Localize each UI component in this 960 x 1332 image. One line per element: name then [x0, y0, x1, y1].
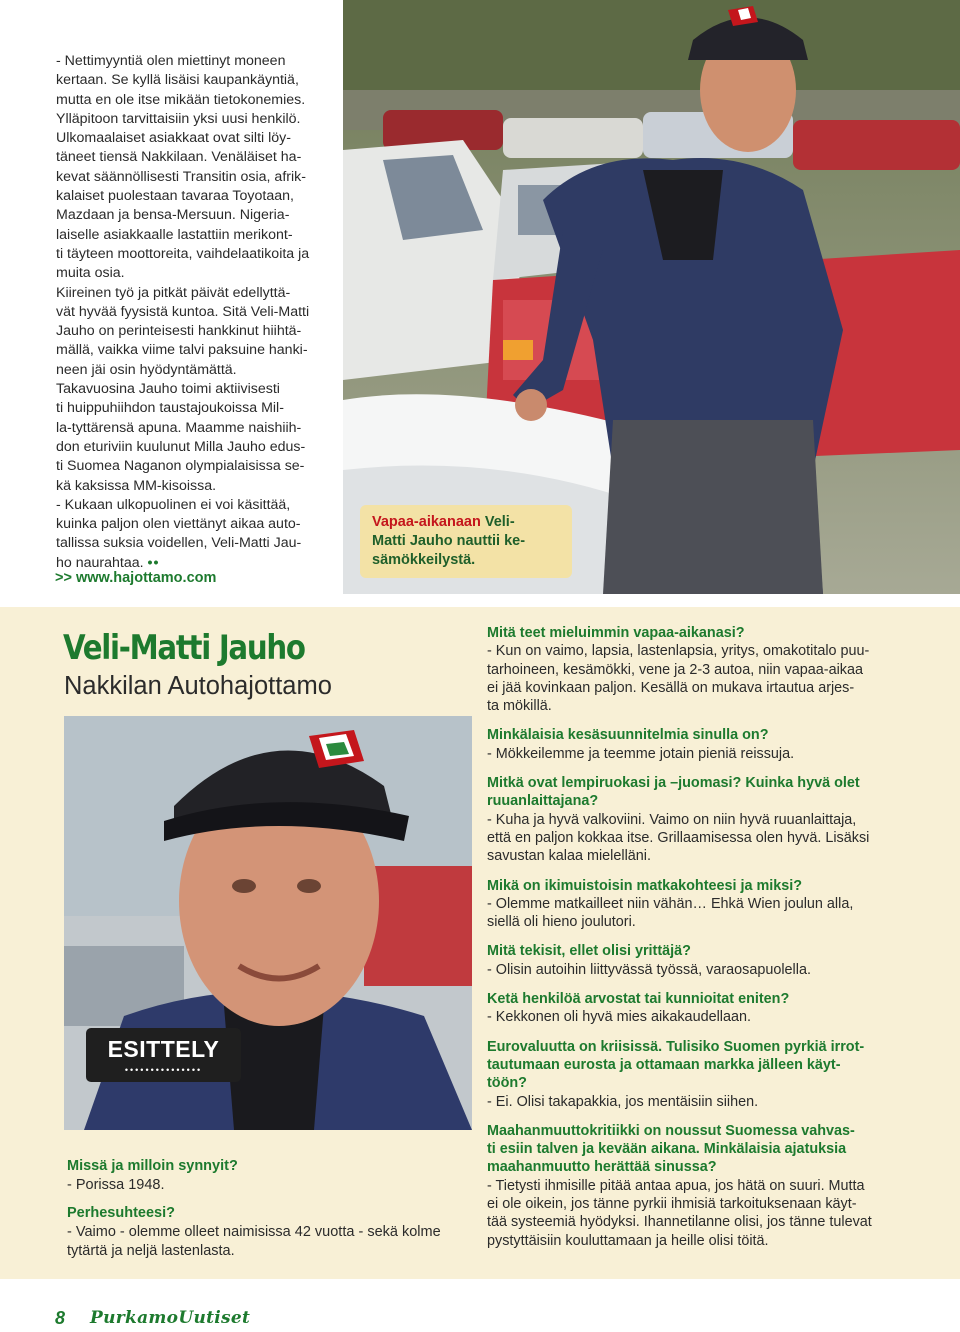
qa-question: ti esiin talven ja kevään aikana. Minkälaisia ajatuksia	[487, 1141, 847, 1158]
article-line-text: la-tyttärensä apuna. Maamme naishiih-	[56, 419, 302, 436]
article-line	[56, 496, 331, 515]
qa-item	[487, 942, 892, 979]
qa-answer: - Kun on vaimo, lapsia, lastenlapsia, yritys, omakotitalo puu-	[487, 643, 870, 660]
badge-dots: •••••••••••••••	[124, 1065, 203, 1075]
article-line	[56, 477, 331, 496]
qa-answer: ei jää kovinkaan paljon. Kesällä on mukava irtautua arjes-	[487, 679, 855, 696]
article-body	[56, 52, 331, 573]
qa-answer: - Porissa 1948.	[67, 1177, 165, 1193]
qa-question: Mitä tekisit, ellet olisi yrittäjä?	[487, 943, 691, 960]
article-line-text: ho naurahtaa.	[56, 554, 144, 571]
esittely-badge	[86, 1028, 241, 1082]
article-end-mark: ••	[147, 554, 160, 571]
qa-question: Minkälaisia kesäsuunnitelmia sinulla on?	[487, 727, 769, 744]
qa-item	[67, 1157, 477, 1195]
badge-label: ESITTELY	[107, 1036, 220, 1062]
caption-lead: Vapaa-aikanaan	[372, 514, 481, 530]
qa-question: Missä ja milloin synnyit?	[67, 1158, 238, 1174]
website-link[interactable]	[55, 570, 216, 586]
qa-answer: - Tietysti ihmisille pitää antaa apua, jos hätä on suuri. Mutta	[487, 1177, 865, 1194]
article-line	[56, 129, 331, 148]
article-line-text: Takavuosina Jauho toimi aktiivisesti	[56, 381, 280, 398]
photo-caption	[360, 505, 572, 578]
qa-answer: - Olemme matkailleet niin vähän… Ehkä Wien joulun alla,	[487, 895, 854, 912]
article-line-text: neen jäi osin hyödyntämättä.	[56, 361, 237, 378]
article-line	[56, 187, 331, 206]
article-line-text: kä kaksissa MM-kisoissa.	[56, 477, 217, 494]
qa-question: Ketä henkilöä arvostat tai kunnioitat eniten?	[487, 991, 790, 1008]
qa-answer: että en paljon kokkaa itse. Grillaamisessa olen hyvä. Lisäksi	[487, 829, 870, 846]
article-line	[56, 206, 331, 225]
article-line-text: - Kukaan ulkopuolinen ei voi käsittää,	[56, 496, 291, 513]
qa-answer: - Kuha ja hyvä valkoviini. Vaimo on niin hyvä ruuanlaittaja,	[487, 811, 857, 828]
article-line	[56, 380, 331, 399]
profile-company: Nakkilan Autohajottamo	[64, 672, 332, 700]
article-line-text: don eturiviin kuulunut Milla Jauho edus-	[56, 438, 306, 455]
article-line-text: mällä, vaikka viime talvi paksuine hanki-	[56, 342, 308, 359]
article-line	[56, 457, 331, 476]
qa-question: Mitä teet mieluimmin vapaa-aikanasi?	[487, 625, 745, 641]
qa-item	[487, 726, 892, 763]
article-line-text: kevat säännöllisesti Transitin osia, afrik-	[56, 168, 306, 185]
article-line-text: laiselle asiakkaalle lastattiin merikont-	[56, 226, 293, 243]
qa-answer: savustan kalaa mielelläni.	[487, 848, 651, 865]
page-number: 8	[55, 1308, 66, 1328]
article-line	[56, 245, 331, 264]
qa-answer: - Vaimo - olemme olleet naimisissa 42 vuotta - sekä kolme	[67, 1224, 441, 1240]
article-line-text: Ylläpitoon tarvittaisiin yksi uusi henkilö.	[56, 110, 301, 127]
article-line	[56, 419, 331, 438]
article-line-text: kertaan. Se kyllä lisäisi kaupankäyntiä,	[56, 72, 299, 89]
qa-item	[487, 624, 892, 715]
article-line	[56, 148, 331, 167]
article-line-text: kuinka paljon olen viettänyt aikaa auto-	[56, 516, 301, 533]
qa-answer: pystyttäisiin kouluttamaan ja heille olisi töitä.	[487, 1232, 769, 1249]
article-line-text: - Nettimyyntiä olen miettinyt moneen	[56, 53, 286, 69]
article-line	[56, 226, 331, 245]
qa-item	[487, 1038, 892, 1111]
qa-answer: ta mökillä.	[487, 698, 552, 715]
article-line-text: vät hyvää fyysistä kuntoa. Sitä Veli-Matti	[56, 303, 310, 320]
article-line-text: Ulkomaalaiset asiakkaat ovat silti löy-	[56, 130, 291, 147]
article-line-text: ti täyteen moottoreita, vaihdelaatikoita ja	[56, 245, 310, 262]
qa-answer: - Kekkonen oli hyvä mies aikakaudellaan.	[487, 1009, 751, 1026]
qa-item	[487, 774, 892, 865]
qa-question: Mitkä ovat lempiruokasi ja –juomasi? Kuinka hyvä olet	[487, 775, 860, 792]
caption-line-2: Matti Jauho nauttii ke-	[372, 533, 526, 549]
article-line	[56, 515, 331, 534]
publication-name: PurkamoUutiset	[90, 1308, 251, 1328]
article-line-text: muita osia.	[56, 265, 125, 282]
profile-name: Veli-Matti Jauho	[63, 628, 305, 668]
article-line-text: täneet tiensä Nakkilaan. Venäläiset ha-	[56, 149, 302, 166]
article-line-text: mutta en ole itse mikään tietokonemies.	[56, 91, 306, 108]
caption-line-1: Veli-	[484, 514, 515, 530]
link-arrow-icon: >>	[55, 570, 72, 586]
qa-question: Perhesuhteesi?	[67, 1205, 175, 1221]
article-line-text: Kiireinen työ ja pitkät päivät edellyttä-	[56, 284, 291, 301]
article-line	[56, 534, 331, 553]
qa-item	[487, 877, 892, 932]
article-line	[56, 322, 331, 341]
qa-answer: - Olisin autoihin liittyvässä työssä, varaosapuolella.	[487, 961, 811, 978]
qa-question: maahanmuutto herättää sinussa?	[487, 1159, 717, 1176]
article-line	[56, 52, 331, 71]
qa-answer: - Ei. Olisi takapakkia, jos mentäisiin siihen.	[487, 1093, 759, 1110]
article-line	[56, 91, 331, 110]
left-qa-list	[67, 1157, 477, 1270]
right-qa-list	[487, 624, 892, 1261]
qa-question: töön?	[487, 1075, 527, 1092]
article-line-text: tallissa suksia voidellen, Veli-Matti Jau-	[56, 535, 302, 552]
qa-answer: tää systeemiä hyödyksi. Ihannetilanne olisi, jos tänne tulevat	[487, 1214, 872, 1231]
qa-question: Mikä on ikimuistoisin matkakohteesi ja miksi?	[487, 877, 803, 894]
article-line	[56, 168, 331, 187]
article-line	[56, 341, 331, 360]
website-url[interactable]: www.hajottamo.com	[75, 570, 217, 586]
qa-question: ruuanlaittajana?	[487, 793, 599, 810]
qa-answer: siellä oli hieno joulutori.	[487, 914, 636, 931]
qa-answer: tarhoineen, kesämökki, vene ja 2-3 autoa, niin vapaa-aikaa	[487, 661, 863, 678]
qa-question: Maahanmuuttokritiikki on noussut Suomessa vahvas-	[487, 1122, 855, 1139]
qa-question: Eurovaluutta on kriisissä. Tulisiko Suomen pyrkiä irrot-	[487, 1038, 865, 1055]
article-line-text: kalaiset puolestaan tavaraa Toyotaan,	[56, 188, 294, 205]
article-line-text: Mazdaan ja bensa-Mersuun. Nigeria-	[56, 207, 290, 224]
qa-answer: tytärtä ja neljä lastenlasta.	[67, 1243, 235, 1259]
qa-item	[67, 1204, 477, 1261]
article-line-text: ti Suomea Naganon olympialaisissa se-	[56, 458, 305, 475]
article-line	[56, 438, 331, 457]
qa-item	[487, 1122, 892, 1250]
article-line	[56, 284, 331, 303]
article-line	[56, 264, 331, 283]
qa-question: tautumaan eurosta ja ottamaan markka jälleen käyt-	[487, 1056, 841, 1073]
article-line	[56, 361, 331, 380]
caption-line-3: sämökkeilystä.	[372, 552, 476, 568]
article-line-text: Jauho on perinteisesti hankkinut hiihtä-	[56, 323, 302, 340]
qa-item	[487, 990, 892, 1027]
qa-answer: ei ole oikein, jos tänne pyrkii ihmisiä tarkoituksenaan käyt-	[487, 1196, 857, 1213]
article-line-text: ti huippuhiihdon taustajoukoissa Mil-	[56, 400, 284, 417]
article-line	[56, 303, 331, 322]
article-line	[56, 71, 331, 90]
article-line	[56, 399, 331, 418]
qa-answer: - Mökkeilemme ja teemme jotain pieniä reissuja.	[487, 745, 795, 762]
article-line	[56, 110, 331, 129]
